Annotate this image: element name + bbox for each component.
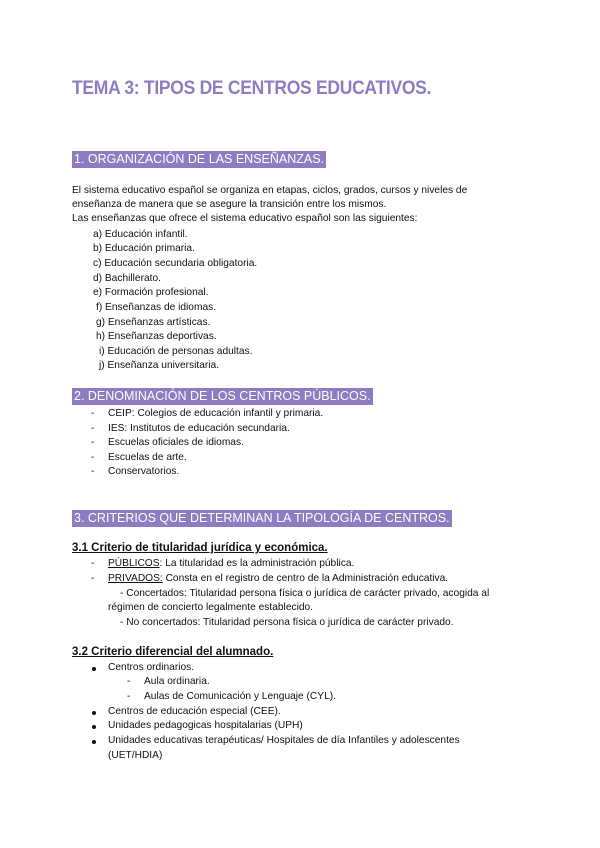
concertados-line-1: - Concertados: Titularidad persona física o jurídica de carácter privado, acogida al bbox=[120, 588, 490, 599]
list-item: IES: Institutos de educación secundaria. bbox=[108, 423, 290, 434]
dash-bullet: - bbox=[127, 676, 131, 687]
list-item-continuation: (UET/HDIA) bbox=[108, 750, 163, 761]
bullet-dot bbox=[92, 740, 96, 744]
privados-label: PRIVADOS: bbox=[108, 573, 163, 584]
dash-bullet: - bbox=[91, 573, 95, 584]
section-1-intro-line-2: enseñanza de manera que se asegure la transición entre los mismos. bbox=[72, 199, 387, 210]
section-3-heading: 3. CRITERIOS QUE DETERMINAN LA TIPOLOGÍA DE CENTROS. bbox=[74, 511, 450, 525]
subsection-3-1-heading: 3.1 Criterio de titularidad jurídica y económica. bbox=[72, 542, 328, 554]
dash-bullet: - bbox=[91, 437, 95, 448]
list-item: Escuelas oficiales de idiomas. bbox=[108, 437, 244, 448]
subsection-3-2-heading: 3.2 Criterio diferencial del alumnado. bbox=[72, 646, 274, 658]
bullet-dot bbox=[92, 725, 96, 729]
list-item: e) Formación profesional. bbox=[93, 287, 209, 298]
dash-bullet: - bbox=[127, 691, 131, 702]
list-item: b) Educación primaria. bbox=[93, 243, 195, 254]
concertados-line-2: régimen de concierto legalmente establecido. bbox=[108, 602, 314, 613]
list-item: h) Enseñanzas deportivas. bbox=[96, 331, 217, 342]
section-1-heading: 1. ORGANIZACIÓN DE LAS ENSEÑANZAS. bbox=[74, 152, 325, 166]
list-item: Aulas de Comunicación y Lenguaje (CYL). bbox=[144, 691, 336, 702]
dash-bullet: - bbox=[91, 408, 95, 419]
publicos-line bbox=[108, 557, 354, 571]
dash-bullet: - bbox=[91, 423, 95, 434]
list-item: g) Enseñanzas artísticas. bbox=[96, 317, 211, 328]
list-item: a) Educación infantil. bbox=[93, 229, 188, 240]
dash-bullet: - bbox=[91, 452, 95, 463]
publicos-text: : La titularidad es la administración pública. bbox=[159, 558, 355, 569]
list-item: Unidades pedagogicas hospitalarias (UPH) bbox=[108, 720, 303, 731]
list-item: Centros ordinarios. bbox=[108, 662, 195, 673]
privados-line bbox=[108, 572, 448, 586]
list-item: Centros de educación especial (CEE). bbox=[108, 706, 281, 717]
list-item: f) Enseñanzas de idiomas. bbox=[96, 302, 217, 313]
list-item: j) Enseñanza universitaria. bbox=[99, 360, 220, 371]
list-item: i) Educación de personas adultas. bbox=[99, 346, 253, 357]
dash-bullet: - bbox=[91, 466, 95, 477]
dash-bullet: - bbox=[91, 558, 95, 569]
list-item: Conservatorios. bbox=[108, 466, 180, 477]
section-2-heading: 2. DENOMINACIÓN DE LOS CENTROS PÚBLICOS. bbox=[74, 389, 371, 403]
list-item: c) Educación secundaria obligatoria. bbox=[93, 258, 258, 269]
privados-text: Consta en el registro de centro de la Administración educativa. bbox=[162, 573, 449, 584]
section-1-intro-line-3: Las enseñanzas que ofrece el sistema educativo español son las siguientes: bbox=[72, 213, 418, 224]
bullet-dot bbox=[92, 711, 96, 715]
page-title: TEMA 3: TIPOS DE CENTROS EDUCATIVOS. bbox=[72, 78, 432, 99]
list-item: d) Bachillerato. bbox=[93, 273, 161, 284]
bullet-dot bbox=[92, 667, 96, 671]
list-item: Aula ordinaria. bbox=[144, 676, 210, 687]
section-1-intro-line-1: El sistema educativo español se organiza en etapas, ciclos, grados, cursos y niveles de bbox=[72, 185, 468, 196]
list-item: Unidades educativas terapéuticas/ Hospitales de día Infantiles y adolescentes bbox=[108, 735, 460, 746]
list-item: CEIP: Colegios de educación infantil y primaria. bbox=[108, 408, 324, 419]
publicos-label: PÚBLICOS bbox=[108, 558, 160, 569]
list-item: Escuelas de arte. bbox=[108, 452, 187, 463]
no-concertados-line: - No concertados: Titularidad persona física o jurídica de carácter privado. bbox=[120, 617, 454, 628]
